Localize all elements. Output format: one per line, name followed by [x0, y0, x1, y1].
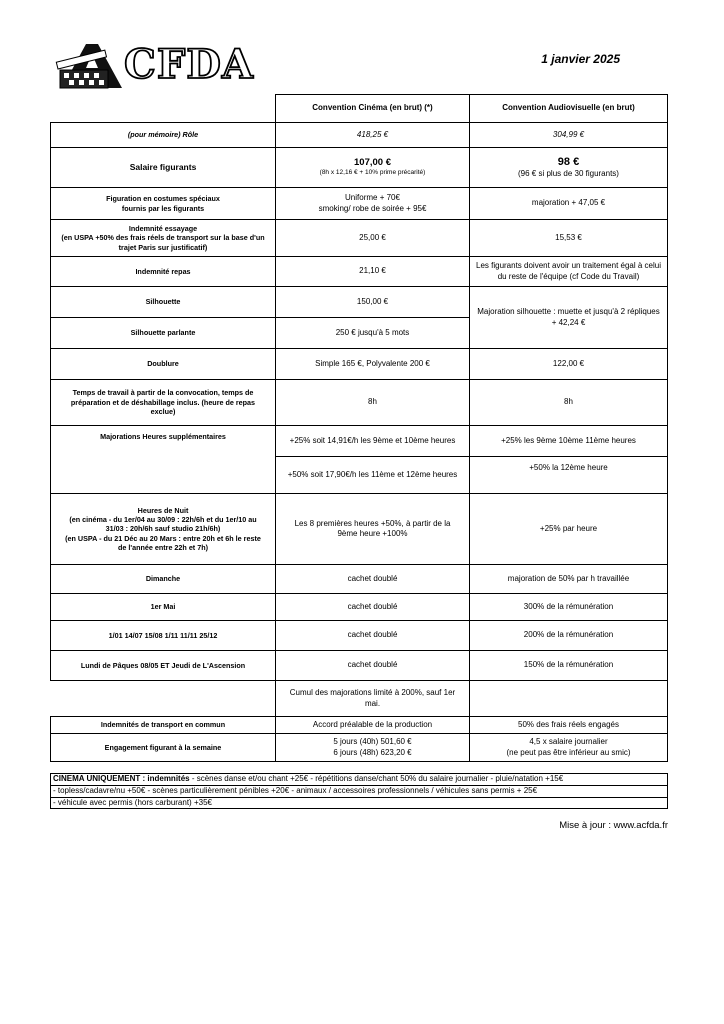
- cinema-indemnities-line: - topless/cadavre/nu +50€ - scènes particulièrement pénibles +20€ - animaux / accessoires professionnels / véhicules sans permis + 25€: [51, 785, 667, 797]
- cell-audio: 15,53 €: [470, 220, 668, 257]
- logo-wordmark: CFDA: [124, 41, 254, 88]
- table-row: [51, 734, 668, 762]
- row-label: 1er Mai: [51, 594, 276, 621]
- table-row: [51, 594, 668, 621]
- document-date: 1 janvier 2025: [541, 52, 620, 66]
- empty-cell: [470, 681, 668, 717]
- row-label: Lundi de Pâques 08/05 ET Jeudi de L'Ascension: [51, 651, 276, 681]
- cell-cinema: [276, 148, 470, 188]
- cell-line: 6 jours (48h) 623,20 €: [333, 747, 412, 757]
- table-row: [51, 651, 668, 681]
- cell-cinema: +25% soit 14,91€/h les 9ème et 10ème heures: [276, 426, 470, 457]
- cell-cinema: [276, 681, 470, 717]
- empty-cell: [51, 681, 276, 717]
- cell-line: Majoration silhouette : muette et jusqu'à 2 répliques: [477, 307, 660, 317]
- cinema-indemnities-box: [50, 773, 668, 809]
- salary-cinema-detail: (8h x 12,16 € + 10% prime précarité): [319, 169, 426, 177]
- row-label-line: Indemnité essayage: [128, 223, 198, 233]
- table-row: [51, 621, 668, 651]
- cell-cinema: cachet doublé: [276, 621, 470, 651]
- table-row: [51, 494, 668, 565]
- cell-cinema: [276, 734, 470, 762]
- cell-audio-merged: [470, 287, 668, 349]
- cell-cinema: [276, 494, 470, 565]
- cell-audio: 300% de la rémunération: [470, 594, 668, 621]
- cell-audio: +25% par heure: [470, 494, 668, 565]
- table-row: [51, 380, 668, 426]
- table-row: [51, 565, 668, 594]
- row-label-line: exclue): [150, 407, 176, 417]
- salary-cinema-value: 107,00 €: [354, 157, 391, 169]
- cell-cinema: 150,00 €: [276, 287, 470, 318]
- table-row: [51, 681, 668, 717]
- row-label: [51, 494, 276, 565]
- salary-audio-value: 98 €: [557, 156, 580, 169]
- cell-audio: +25% les 9ème 10ème 11ème heures: [470, 426, 668, 457]
- row-label-line: de l'année entre 22h et 7h): [118, 543, 208, 553]
- cell-line: mai.: [364, 698, 381, 708]
- cell-line: smoking/ robe de soirée + 95€: [318, 203, 427, 213]
- cell-cinema: cachet doublé: [276, 594, 470, 621]
- cell-audio: majoration + 47,05 €: [470, 188, 668, 220]
- cell-cinema: [276, 188, 470, 220]
- cell-line: 5 jours (40h) 501,60 €: [333, 737, 412, 747]
- cell-line: 9ème heure +100%: [337, 529, 408, 538]
- row-label: Majorations Heures supplémentaires: [51, 426, 276, 494]
- row-label: Silhouette: [51, 287, 276, 318]
- tariff-table: [50, 94, 668, 762]
- cell-cinema: 21,10 €: [276, 257, 470, 287]
- row-label-line: préparation et de déshabillage inclus. (heure de repas: [70, 397, 256, 407]
- cell-line: Les figurants doivent avoir un traitement égal à celui: [476, 261, 661, 271]
- cell-audio: majoration de 50% par h travaillée: [470, 565, 668, 594]
- column-header-cinema: Convention Cinéma (en brut) (*): [276, 95, 470, 123]
- row-label-line: fournis par les figurants: [121, 203, 205, 213]
- row-label: (pour mémoire) Rôle: [51, 123, 276, 148]
- cell-line: (ne peut pas être inférieur au smic): [506, 747, 631, 757]
- cell-line: Les 8 premières heures +50%, à partir de la: [294, 518, 451, 528]
- table-row: [51, 287, 668, 318]
- row-label: Engagement figurant à la semaine: [51, 734, 276, 762]
- cell-cinema: +50% soit 17,90€/h les 11ème et 12ème heures: [276, 457, 470, 494]
- cell-audio: 122,00 €: [470, 349, 668, 380]
- row-label: Salaire figurants: [51, 148, 276, 188]
- empty-header-cell: [51, 95, 276, 123]
- salary-audio-detail: (96 € si plus de 30 figurants): [518, 169, 619, 179]
- row-label: Dimanche: [51, 565, 276, 594]
- row-label: 1/01 14/07 15/08 1/11 11/11 25/12: [51, 621, 276, 651]
- cell-audio: 200% de la rémunération: [470, 621, 668, 651]
- cell-cinema: 250 € jusqu'à 5 mots: [276, 318, 470, 349]
- cinema-indemnities-line: [51, 774, 667, 785]
- table-row: [51, 426, 668, 457]
- cell-audio: [470, 257, 668, 287]
- row-label: Indemnité repas: [51, 257, 276, 287]
- cinema-indemnities-title: CINEMA UNIQUEMENT : indemnités: [53, 774, 190, 783]
- cell-cinema: 418,25 €: [276, 123, 470, 148]
- update-note: Mise à jour : www.acfda.fr: [559, 820, 668, 831]
- cell-cinema: Accord préalable de la production: [276, 717, 470, 734]
- table-row: [51, 188, 668, 220]
- clapperboard-logo-icon: [54, 40, 130, 90]
- table-row: [51, 123, 668, 148]
- table-header-row: [51, 95, 668, 123]
- cell-cinema: cachet doublé: [276, 651, 470, 681]
- cell-audio: 150% de la rémunération: [470, 651, 668, 681]
- row-label: Indemnités de transport en commun: [51, 717, 276, 734]
- cell-cinema: 8h: [276, 380, 470, 426]
- table-row: [51, 220, 668, 257]
- cell-line: Cumul des majorations limité à 200%, sauf 1er: [289, 688, 456, 698]
- cell-audio: [470, 734, 668, 762]
- row-label: Doublure: [51, 349, 276, 380]
- cell-cinema: cachet doublé: [276, 565, 470, 594]
- cell-cinema: 25,00 €: [276, 220, 470, 257]
- table-row: [51, 257, 668, 287]
- cinema-indemnities-text: - scènes danse et/ou chant +25€ - répétitions danse/chant 50% du salaire journalier - pluie/natation +15€: [189, 774, 564, 783]
- row-label-line: Heures de Nuit: [137, 505, 189, 515]
- cell-audio: +50% la 12ème heure: [470, 457, 668, 494]
- acfda-logo: [54, 40, 254, 90]
- cell-line: + 42,24 €: [551, 317, 586, 327]
- table-row: [51, 148, 668, 188]
- cinema-indemnities-line: - véhicule avec permis (hors carburant) +35€: [51, 797, 667, 809]
- table-row: [51, 349, 668, 380]
- cell-audio: 50% des frais réels engagés: [470, 717, 668, 734]
- row-label-line: (en cinéma - du 1er/04 au 30/09 : 22h/6h et du 1er/10 au: [69, 514, 257, 524]
- cell-line: du reste de l'équipe (cf Code du Travail): [497, 271, 640, 281]
- cell-audio: 8h: [470, 380, 668, 426]
- column-header-audiovisuel: Convention Audiovisuelle (en brut): [470, 95, 668, 123]
- row-label: [51, 220, 276, 257]
- row-label-line: Figuration en costumes spéciaux: [106, 194, 220, 204]
- row-label-line: trajet Paris sur justificatif): [118, 242, 208, 252]
- cell-audio: 304,99 €: [470, 123, 668, 148]
- cell-audio: [470, 148, 668, 188]
- table-row: [51, 717, 668, 734]
- row-label-line: 31/03 : 20h/6h sauf studio 21h/6h): [105, 524, 221, 534]
- row-label-line: (en USPA - du 21 Déc au 20 Mars : entre 20h et 6h le reste: [65, 533, 261, 543]
- cell-line: Uniforme + 70€: [345, 193, 400, 203]
- cell-line: 4,5 x salaire journalier: [529, 737, 608, 747]
- row-label: Silhouette parlante: [51, 318, 276, 349]
- row-label: [51, 188, 276, 220]
- row-label-line: Temps de travail à partir de la convocation, temps de: [72, 388, 254, 398]
- row-label: [51, 380, 276, 426]
- row-label-line: (en USPA +50% des frais réels de transport sur la base d'un: [61, 233, 265, 243]
- cell-cinema: Simple 165 €, Polyvalente 200 €: [276, 349, 470, 380]
